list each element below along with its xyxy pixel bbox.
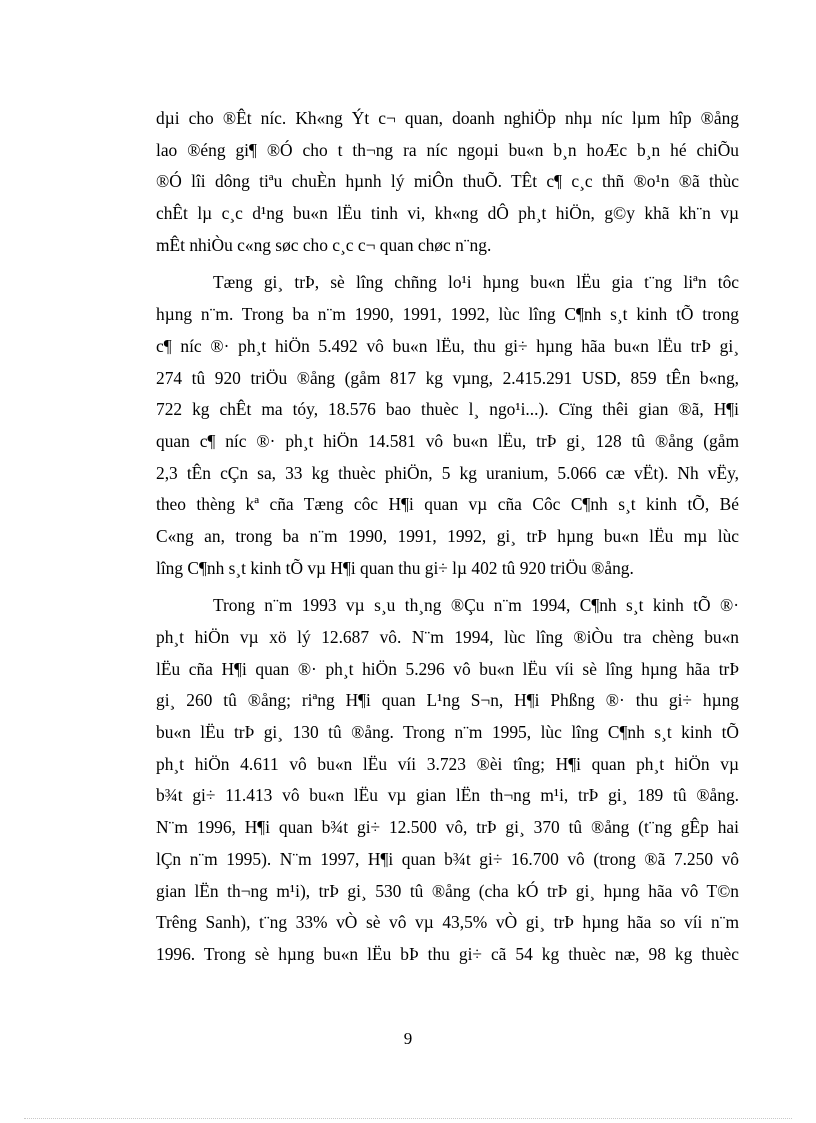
- text-line: mÊt nhiÒu c«ng søc cho c¸c c¬ quan chøc n¨ng.: [156, 234, 492, 255]
- text-line: 274 tû 920 triÖu ®ång (gåm 817 kg vµng, 2.415.291 USD, 859 tÊn b«ng,: [156, 367, 739, 388]
- text-line: 722 kg chÊt ma tóy, 18.576 bao thuèc l¸ ngo¹i...). Cïng thêi gian ®ã, H¶i: [156, 399, 739, 420]
- text-line: gian lËn th¬ng m¹i), trÞ gi¸ 530 tû ®ång (cha kÓ trÞ gi¸ hµng hãa vô T©n: [156, 880, 739, 901]
- text-line: quan c¶ níc ®· ph¸t hiÖn 14.581 vô bu«n lËu, trÞ gi¸ 128 tû ®ång (gåm: [156, 430, 739, 451]
- text-line: lËu cña H¶i quan ®· ph¸t hiÖn 5.296 vô bu«n lËu víi sè lîng hµng hãa trÞ: [156, 658, 739, 679]
- paragraph-2: [156, 267, 739, 584]
- text-line: dµi cho ®Êt níc. Kh«ng Ýt c¬ quan, doanh nghiÖp nhµ níc lµm hîp ®ång: [156, 108, 739, 128]
- text-line: c¶ níc ®· ph¸t hiÖn 5.492 vô bu«n lËu, thu gi÷ hµng hãa bu«n lËu trÞ gi¸: [156, 335, 739, 356]
- page-number: 9: [403, 1029, 413, 1048]
- text-line: lÇn n¨m 1995). N¨m 1997, H¶i quan b¾t gi÷ 16.700 vô (trong ®ã 7.250 vô: [156, 848, 739, 869]
- paragraph-3: [156, 590, 739, 970]
- text-line: lao ®éng gi¶ ®Ó cho t th¬ng ra níc ngoµi bu«n b¸n hoÆc b¸n hé chiÕu: [156, 139, 739, 160]
- text-line: 1996. Trong sè hµng bu«n lËu bÞ thu gi÷ cã 54 kg thuèc næ, 98 kg thuèc: [156, 943, 739, 964]
- text-line: ®Ó lîi dông tiªu chuÈn hµnh lý miÔn thuÕ. TÊt c¶ c¸c thñ ®o¹n ®ã thùc: [156, 171, 739, 192]
- text-line: theo thèng kª cña Tæng côc H¶i quan vµ cña Côc C¶nh s¸t kinh tÕ, Bé: [156, 494, 739, 515]
- text-line: lîng C¶nh s¸t kinh tÕ vµ H¶i quan thu gi÷ lµ 402 tû 920 triÖu ®ång.: [156, 557, 634, 578]
- page-bottom-edge: [24, 1118, 792, 1119]
- text-line: N¨m 1996, H¶i quan b¾t gi÷ 12.500 vô, trÞ gi¸ 370 tû ®ång (t¨ng gÊp hai: [156, 817, 739, 838]
- text-line: Trong n¨m 1993 vµ s¸u th¸ng ®Çu n¨m 1994, C¶nh s¸t kinh tÕ ®·: [213, 595, 739, 616]
- body-text: [156, 103, 739, 971]
- text-line: 2,3 tÊn cÇn sa, 33 kg thuèc phiÖn, 5 kg uranium, 5.066 cæ vËt). Nh vËy,: [156, 462, 739, 483]
- text-line: ph¸t hiÖn 4.611 vô bu«n lËu víi 3.723 ®èi tîng; H¶i quan ph¸t hiÖn vµ: [156, 753, 739, 774]
- text-line: hµng n¨m. Trong ba n¨m 1990, 1991, 1992, lùc lîng C¶nh s¸t kinh tÕ trong: [156, 304, 739, 325]
- text-line: C«ng an, trong ba n¨m 1990, 1991, 1992, gi¸ trÞ hµng bu«n lËu mµ lùc: [156, 525, 739, 546]
- text-line: ph¸t hiÖn vµ xö lý 12.687 vô. N¨m 1994, lùc lîng ®iÒu tra chèng bu«n: [156, 627, 739, 647]
- text-line: chÊt lµ c¸c d¹ng bu«n lËu tinh vi, kh«ng dÔ ph¸t hiÖn, g©y khã kh¨n vµ: [156, 203, 739, 224]
- text-line: gi¸ 260 tû ®ång; riªng H¶i quan L¹ng S¬n, H¶i Phßng ®· thu gi÷ hµng: [156, 690, 739, 711]
- text-line: Trêng Sanh), t¨ng 33% vÒ sè vô vµ 43,5% vÒ gi¸ trÞ hµng hãa so víi n¨m: [156, 912, 739, 933]
- paragraph-1: [156, 103, 739, 261]
- text-line: Tæng gi¸ trÞ, sè lîng chñng lo¹i hµng bu«n lËu gia t¨ng liªn tôc: [213, 272, 739, 293]
- text-line: bu«n lËu trÞ gi¸ 130 tû ®ång. Trong n¨m 1995, lùc lîng C¶nh s¸t kinh tÕ: [156, 722, 739, 743]
- text-line: b¾t gi÷ 11.413 vô bu«n lËu vµ gian lËn th¬ng m¹i, trÞ gi¸ 189 tû ®ång.: [156, 785, 739, 806]
